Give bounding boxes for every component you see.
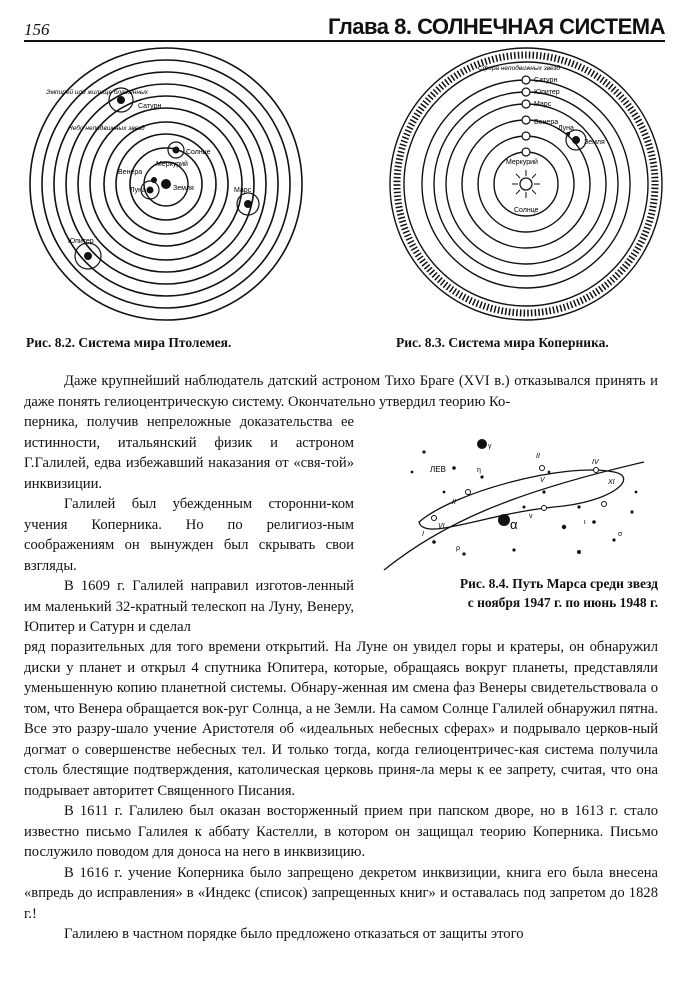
ptolemy-diagram xyxy=(26,44,306,324)
mars-label-xi: XI xyxy=(608,479,615,486)
header-rule xyxy=(24,40,665,42)
ptolemy-label-saturn: Сатурн xyxy=(138,103,162,110)
column-full xyxy=(24,637,658,945)
column-left xyxy=(24,412,354,638)
ptolemy-label-moon: Луна xyxy=(130,187,146,194)
mars-label-iv: IV xyxy=(592,459,599,466)
page-number: 156 xyxy=(24,20,50,39)
ptolemy-label-sky: Небо неподвижных звезд xyxy=(68,125,145,132)
page-header xyxy=(24,6,665,42)
mars-label-eta: η xyxy=(477,467,481,474)
copernicus-label-venus: Венера xyxy=(534,119,559,126)
mars-label-vi: VI xyxy=(438,523,445,530)
mars-label-leo: ЛЕВ xyxy=(430,465,446,474)
paragraph-1611: В 1611 г. Галилею был оказан восторженный прием при папском дворе, но в 1613 г. стало известно письмо Галилея к аббату Кастелли, в котором он защищал теорию Коперника. Письмо послужило поводом для доноса на него в инквизицию. xyxy=(24,803,658,860)
ptolemy-label-sun: Солнце xyxy=(186,149,211,156)
ptolemy-label-venus: Венера xyxy=(118,169,143,176)
mars-label-ii-b: II xyxy=(452,499,456,506)
mars-label-nu: ν xyxy=(529,513,533,520)
paragraph-private: Галилею в частном порядке было предложено отказаться от защиты этого xyxy=(64,926,524,942)
paragraph-tycho: Даже крупнейший наблюдатель датский астроном Тихо Браге (XVI в.) отказывался принять и даже понять гелиоцентрическую систему. Окончательно утвердил теорию Ко- xyxy=(24,373,658,410)
paragraph-discoveries: ряд поразительных для того времени открытий. На Луне он увидел горы и кратеры, он обнаружил диски у планет и открыл 4 спутника Юпитера, которые, обращаясь вокруг планеты, представляли уменьшенную копию планетной системы. Обнару-женная им смена фаз Венеры свидетельствовала о том, что Венера обращается вок-руг Солнца, а не Земли. На самом Солнце Галилей обнаружил пятна. Все это разру-шало учение Аристотеля об «идеальных небесных сферах» и подрывало церков-ный догмат о совершенстве небесных тел. И только тогда, когда гелиоцентричес-кая система получила столь блестящие подтверждения, католическая церковь приня-ла меры к ее запрету, считая, что она подрывает авторитет Священного Писания. xyxy=(24,639,658,799)
ptolemy-label-jupiter: Юпитер xyxy=(68,238,94,245)
mars-label-i: I xyxy=(422,531,424,538)
caption-fig-8-4-line1: Рис. 8.4. Путь Марса среди звезд xyxy=(459,576,658,591)
copernicus-label-mercury: Меркурий xyxy=(506,159,538,166)
mars-label-iota: ι xyxy=(584,519,586,526)
caption-fig-8-2: Рис. 8.2. Система мира Птолемея. xyxy=(26,335,232,350)
paragraph-1616: В 1616 г. учение Коперника было запрещено декретом инквизиции, книга его была внесена «впредь до исправления» в «Индекс (список) запрещенных книг» и оставалась под запретом до 1828 г.! xyxy=(24,864,658,922)
mars-label-v: V xyxy=(540,477,545,484)
mars-label-ii: II xyxy=(536,453,540,460)
paragraph-galileo-supporter: Галилей был убежденным сторонни-ком учения Коперника. Но по религиоз-ным соображениям он вынужден был скрывать свои взгляды. xyxy=(24,496,354,574)
ptolemy-label-earth: Земля xyxy=(173,185,194,192)
copernicus-label-sun: Солнце xyxy=(514,207,539,214)
mars-label-sigma: σ xyxy=(618,531,623,538)
figure-mars-path xyxy=(364,432,664,572)
paragraph-1a xyxy=(24,371,658,412)
mars-label-rho: ρ xyxy=(456,545,460,552)
mars-label-alpha: α xyxy=(510,517,518,532)
chapter-title: Глава 8. СОЛНЕЧНАЯ СИСТЕМА xyxy=(327,14,665,39)
copernicus-label-jupiter: Юпитер xyxy=(534,89,560,96)
figure-copernicus xyxy=(386,44,666,324)
copernicus-diagram xyxy=(386,44,666,324)
caption-fig-8-4-line2: с ноября 1947 г. по июнь 1948 г. xyxy=(467,595,658,610)
figure-ptolemy xyxy=(26,44,306,324)
copernicus-label-saturn: Сатурн xyxy=(534,77,558,84)
ptolemy-label-mercury: Меркурий xyxy=(156,161,188,168)
caption-fig-8-3: Рис. 8.3. Система мира Коперника. xyxy=(396,335,609,350)
copernicus-label-sphere: Сфера неподвижных звезд xyxy=(478,65,561,72)
mars-path-diagram xyxy=(364,432,664,572)
ptolemy-label-empyrean: Эмпирей или жилище блаженных xyxy=(46,89,148,96)
mars-label-gamma: γ xyxy=(488,443,492,450)
copernicus-label-earth: Земля xyxy=(584,139,605,146)
caption-fig-8-4 xyxy=(364,574,658,612)
paragraph-galileo-confirm: перника, получив непреложные доказательства ее истинности, итальянский физик и астроном Г.Галилей, едва избежавший наказания от «свя-той» инквизиции. xyxy=(24,414,354,492)
ptolemy-label-mars: Марс xyxy=(234,187,252,194)
copernicus-label-mars: Марс xyxy=(534,101,552,108)
paragraph-1609: В 1609 г. Галилей направил изготов-ленный им маленький 32-кратный телескоп на Луну, Венеру, Юпитер и Сатурн и сделал xyxy=(24,578,354,635)
copernicus-label-moon: Луна xyxy=(558,125,574,132)
